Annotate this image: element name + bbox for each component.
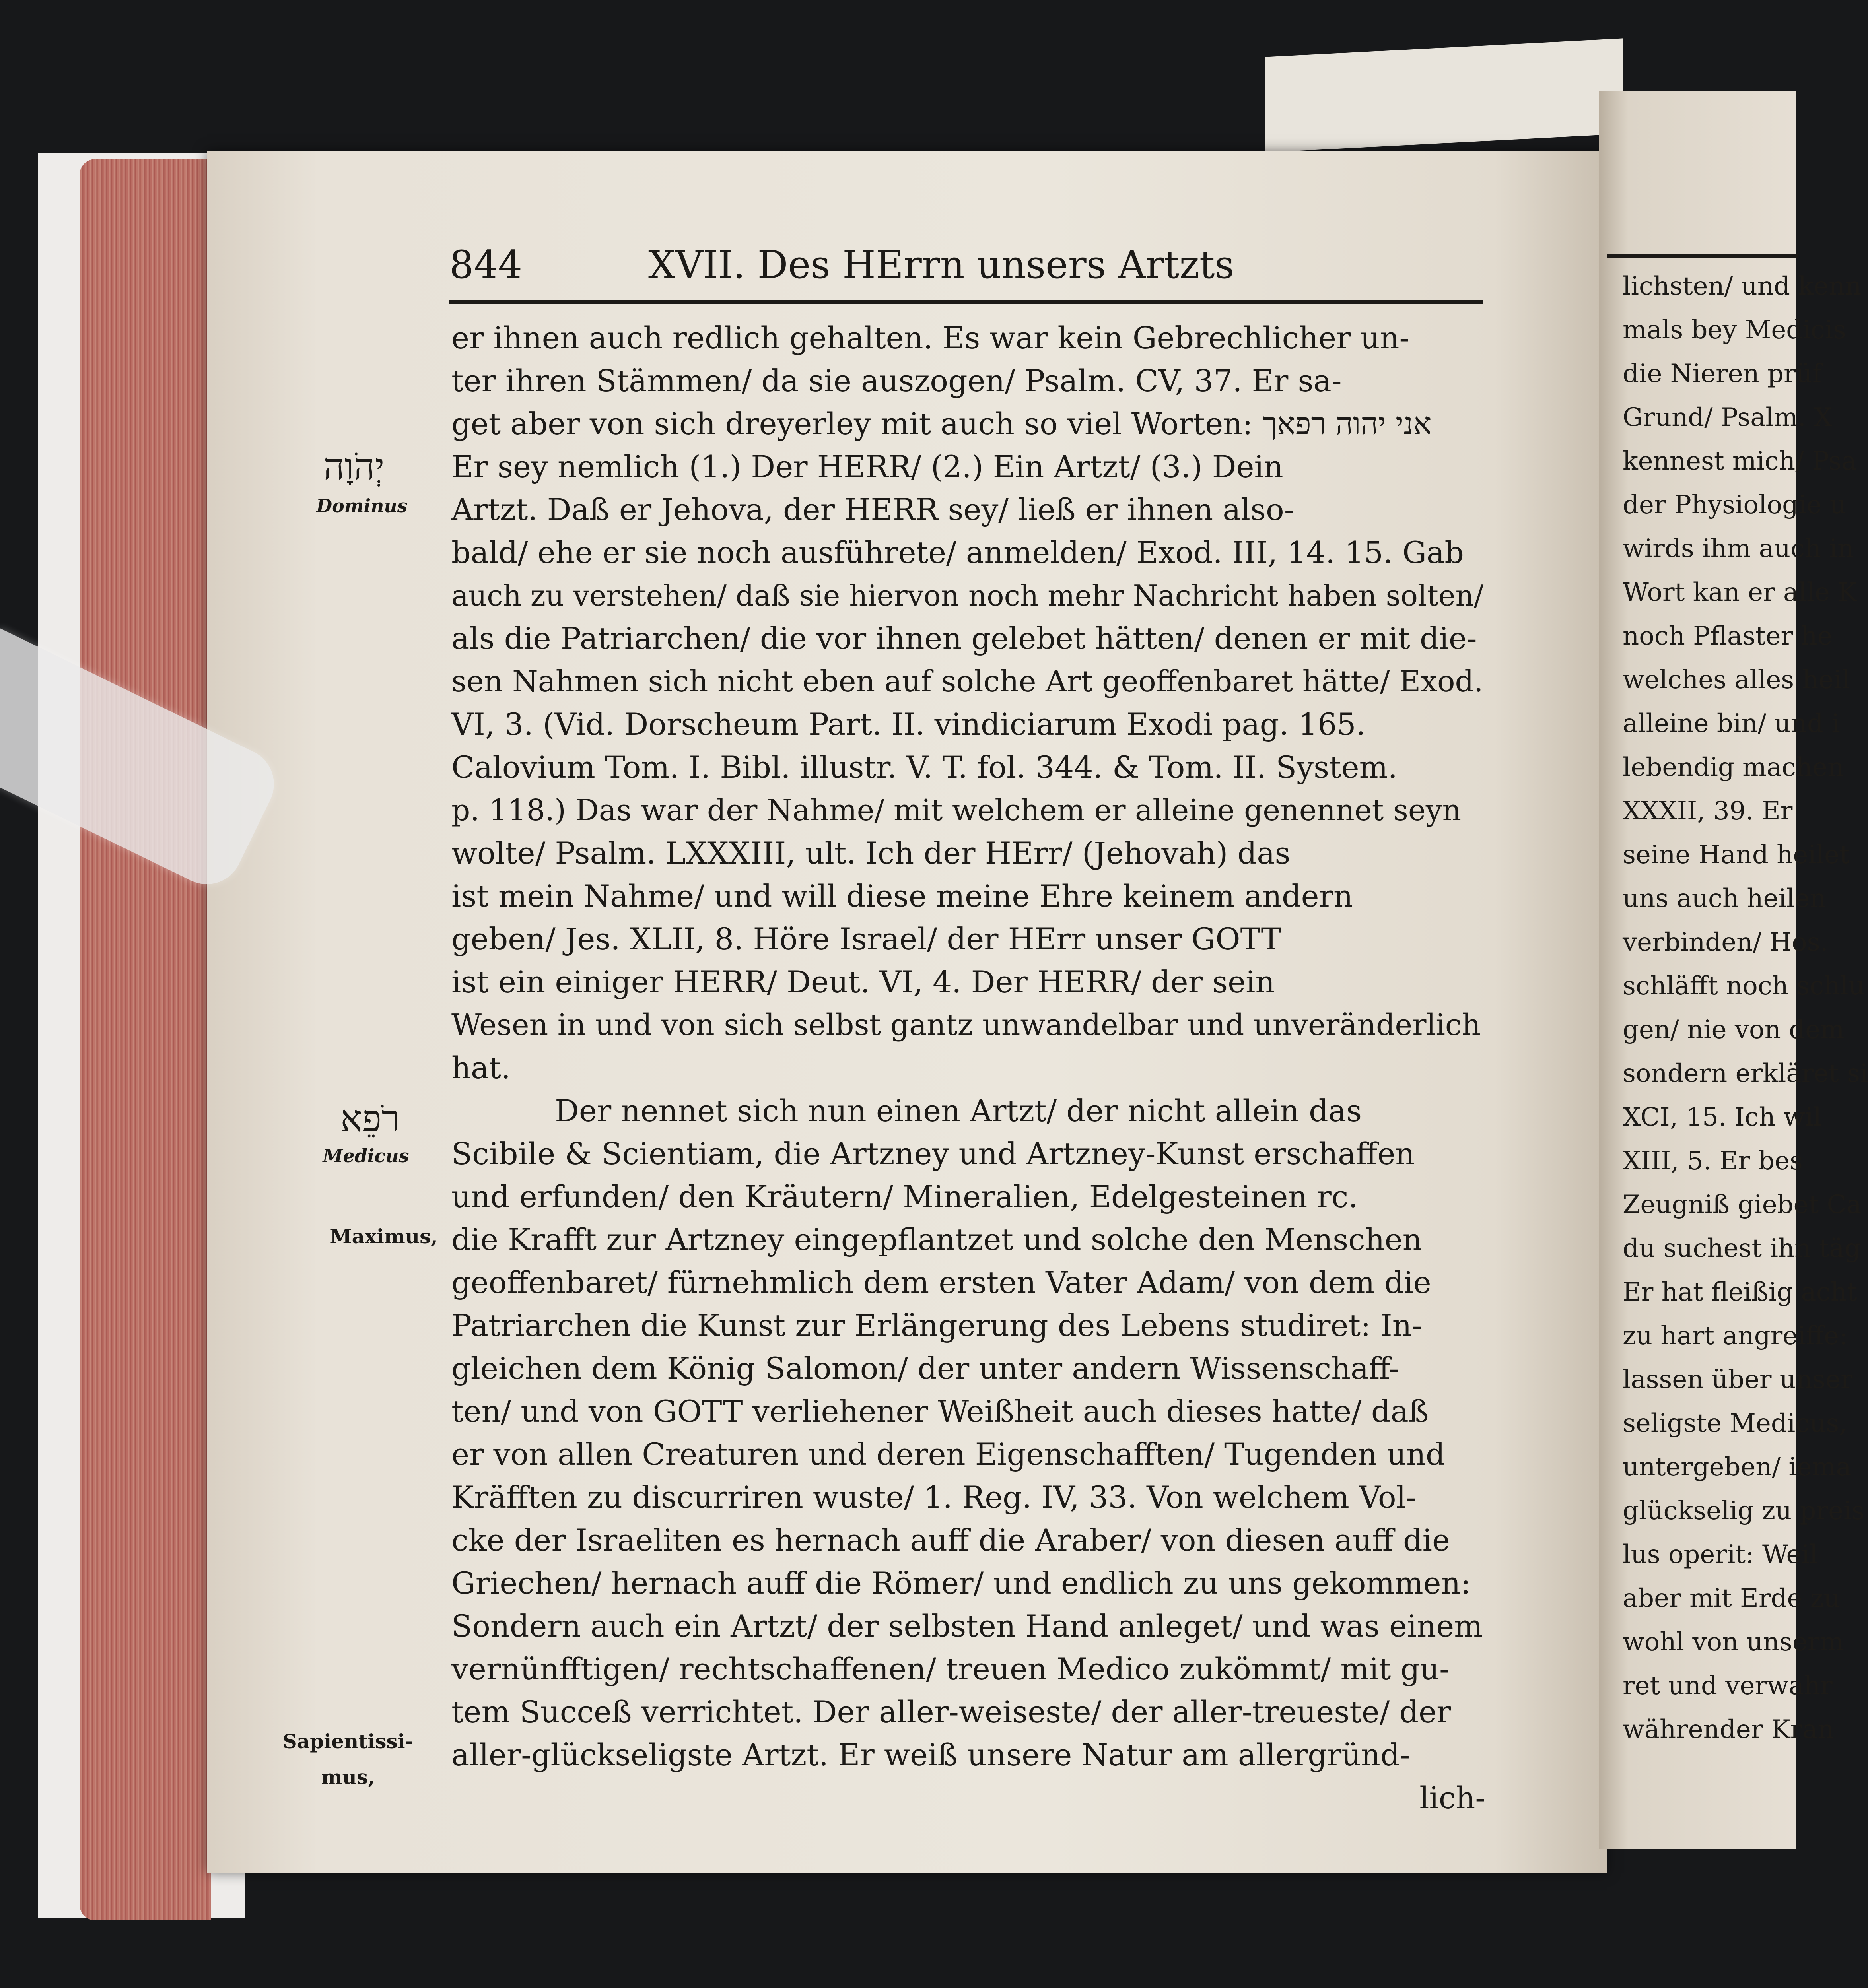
- text-line: gleichen dem König Salomon/ der unter andern Wissenschaff-: [451, 1351, 1400, 1386]
- header-rule: [449, 300, 1483, 304]
- right-text-line: XCI, 15. Ich wil: [1623, 1103, 1821, 1132]
- right-text-line: schläfft noch schlu: [1623, 971, 1865, 1001]
- text-line: VI, 3. (Vid. Dorscheum Part. II. vindiciarum Exodi pag. 165.: [451, 707, 1366, 742]
- text-line: Calovium Tom. I. Bibl. illustr. V. T. fol. 344. & Tom. II. System.: [451, 749, 1398, 785]
- text-line: ist ein einiger HERR/ Deut. VI, 4. Der HERR/ der sein: [451, 964, 1275, 1000]
- text-line: sen Nahmen sich nicht eben auf solche Art geoffenbaret hätte/ Exod.: [451, 664, 1483, 699]
- right-text-line: seine Hand heilet: [1623, 840, 1850, 870]
- right-text-line: wohl von unserm: [1623, 1627, 1844, 1657]
- right-text-line: wirds ihm auch in: [1623, 534, 1854, 563]
- text-line: Patriarchen die Kunst zur Erlängerung des Lebens studiret: In-: [451, 1308, 1422, 1343]
- right-text-line: lus operit: Weil: [1623, 1540, 1818, 1569]
- right-text-line: kennest mich/ Psa: [1623, 447, 1857, 476]
- margin-note-sapientissimus: Sapientissi- mus,: [282, 1730, 414, 1789]
- text-line: Artzt. Daß er Jehova, der HERR sey/ ließ er ihnen also-: [451, 492, 1295, 527]
- right-text-line: Zeugniß giebet Ca: [1623, 1190, 1862, 1219]
- text-line: ist mein Nahme/ und will diese meine Ehre keinem andern: [451, 878, 1353, 914]
- text-line: Er sey nemlich (1.) Der HERR/ (2.) Ein Artzt/ (3.) Dein: [451, 449, 1283, 484]
- text-line: er ihnen auch redlich gehalten. Es war kein Gebrechlicher un-: [451, 320, 1410, 355]
- text-line: die Krafft zur Artzney eingepflantzet und solche den Menschen: [451, 1222, 1422, 1257]
- text-line: bald/ ehe er sie noch ausführete/ anmelden/ Exod. III, 14. 15. Gab: [451, 535, 1464, 570]
- book-fore-edge: [80, 159, 211, 1920]
- right-text-line: der Physiologie u: [1623, 490, 1846, 520]
- text-line: Sondern auch ein Artzt/ der selbsten Hand anleget/ und was einem: [451, 1608, 1483, 1644]
- text-line: p. 118.) Das war der Nahme/ mit welchem er alleine genennet seyn: [451, 793, 1462, 827]
- page-number: 844: [449, 243, 523, 287]
- catchword: lich-: [1419, 1780, 1485, 1815]
- right-text-line: ret und verwahr: [1623, 1671, 1833, 1701]
- right-text-line: gen/ nie von dem: [1623, 1015, 1845, 1044]
- right-text-line: währender Kran: [1623, 1715, 1834, 1744]
- right-text-line: XXXII, 39. Er: [1623, 796, 1793, 826]
- text-line: Wesen in und von sich selbst gantz unwandelbar und unveränderlich: [451, 1008, 1481, 1042]
- text-line: Griechen/ hernach auff die Römer/ und endlich zu uns gekommen:: [451, 1565, 1471, 1601]
- text-line: auch zu verstehen/ daß sie hiervon noch mehr Nachricht haben solten/: [451, 579, 1484, 612]
- right-text-line: glückselig zu preis: [1623, 1496, 1865, 1526]
- right-text-line: aber mit Erde zu: [1623, 1584, 1840, 1613]
- right-text-line: mals bey Medicis: [1623, 315, 1846, 345]
- right-text-line: verbinden/ Hos.: [1623, 928, 1828, 957]
- text-line: hat.: [451, 1050, 511, 1085]
- right-text-line: zu hart angreiffe:: [1623, 1321, 1848, 1351]
- right-text-line: lebendig machen: [1623, 753, 1844, 782]
- right-text-line: noch Pflaster he: [1623, 621, 1833, 651]
- right-text-line: Grund/ Psalm. X: [1623, 403, 1832, 432]
- text-line: als die Patriarchen/ die vor ihnen gelebet hätten/ denen er mit die-: [451, 621, 1477, 656]
- right-text-line: XIII, 5. Er bes: [1623, 1146, 1803, 1176]
- right-text-line: sondern erkläret si: [1623, 1059, 1868, 1088]
- right-text-line: die Nieren prüf: [1623, 359, 1822, 388]
- margin-note-medicus: Medicus: [323, 1145, 409, 1167]
- running-title: XVII. Des HErrn unsers Artzts: [648, 243, 1234, 287]
- right-text-line: Er hat fleißig acht: [1623, 1277, 1857, 1307]
- right-text-line: untergeben/ iema: [1623, 1452, 1851, 1482]
- right-page: [1599, 91, 1868, 1849]
- text-line: tem Succeß verrichtet. Der aller-weiseste/ der aller-treueste/ der: [451, 1694, 1451, 1730]
- text-line: und erfunden/ den Kräutern/ Mineralien, Edelgesteinen rc.: [451, 1179, 1358, 1214]
- text-line: geoffenbaret/ fürnehmlich dem ersten Vater Adam/ von dem die: [451, 1265, 1431, 1300]
- text-line: cke der Israeliten es hernach auff die Araber/ von diesen auff die: [451, 1522, 1450, 1558]
- text-line: ter ihren Stämmen/ da sie auszogen/ Psalm. CV, 37. Er sa-: [451, 363, 1342, 398]
- right-text-line: Wort kan er alle K: [1623, 578, 1857, 607]
- text-line: Der nennet sich nun einen Artzt/ der nicht allein das: [555, 1093, 1362, 1128]
- right-header-rule: [1607, 254, 1798, 258]
- right-text-line: uns auch heilen: [1623, 884, 1826, 913]
- margin-note-maximus: Maximus,: [330, 1225, 438, 1248]
- margin-note-hebrew-jehovah: יְהֹוָה: [323, 445, 385, 488]
- text-line: wolte/ Psalm. LXXXIII, ult. Ich der HErr/ (Jehovah) das: [451, 835, 1291, 871]
- text-line: Scibile & Scientiam, die Artzney und Artzney-Kunst erschaffen: [451, 1136, 1415, 1171]
- text-line: geben/ Jes. XLII, 8. Höre Israel/ der HErr unser GOTT: [451, 921, 1281, 957]
- text-line: vernünfftigen/ rechtschaffenen/ treuen Medico zukömmt/ mit gu-: [451, 1651, 1450, 1687]
- text-line: er von allen Creaturen und deren Eigenschafften/ Tugenden und: [451, 1437, 1445, 1472]
- right-text-line: lassen über unser: [1623, 1365, 1853, 1394]
- margin-note-dominus: Dominus: [316, 495, 408, 516]
- text-line: Kräfften zu discurriren wuste/ 1. Reg. IV, 33. Von welchem Vol-: [451, 1479, 1416, 1515]
- right-text-line: du suchest ihn täg: [1623, 1234, 1861, 1263]
- text-line: ten/ und von GOTT verliehener Weißheit auch dieses hatte/ daß: [451, 1394, 1429, 1429]
- right-text-line: alleine bin/ und i: [1623, 709, 1840, 738]
- right-text-line: welches alles heil: [1623, 665, 1850, 695]
- paper-tab: [1265, 38, 1623, 152]
- text-line: get aber von sich dreyerley mit auch so viel Worten: אני יהוה רפאך: [451, 406, 1432, 441]
- right-text-line: lichsten/ und kenn: [1623, 272, 1862, 301]
- margin-note-hebrew-rophe: רֹפֵא: [340, 1097, 400, 1140]
- right-text-line: seligste Medicus,: [1623, 1409, 1847, 1438]
- text-line: aller-glückseligste Artzt. Er weiß unsere Natur am allergründ-: [451, 1737, 1410, 1773]
